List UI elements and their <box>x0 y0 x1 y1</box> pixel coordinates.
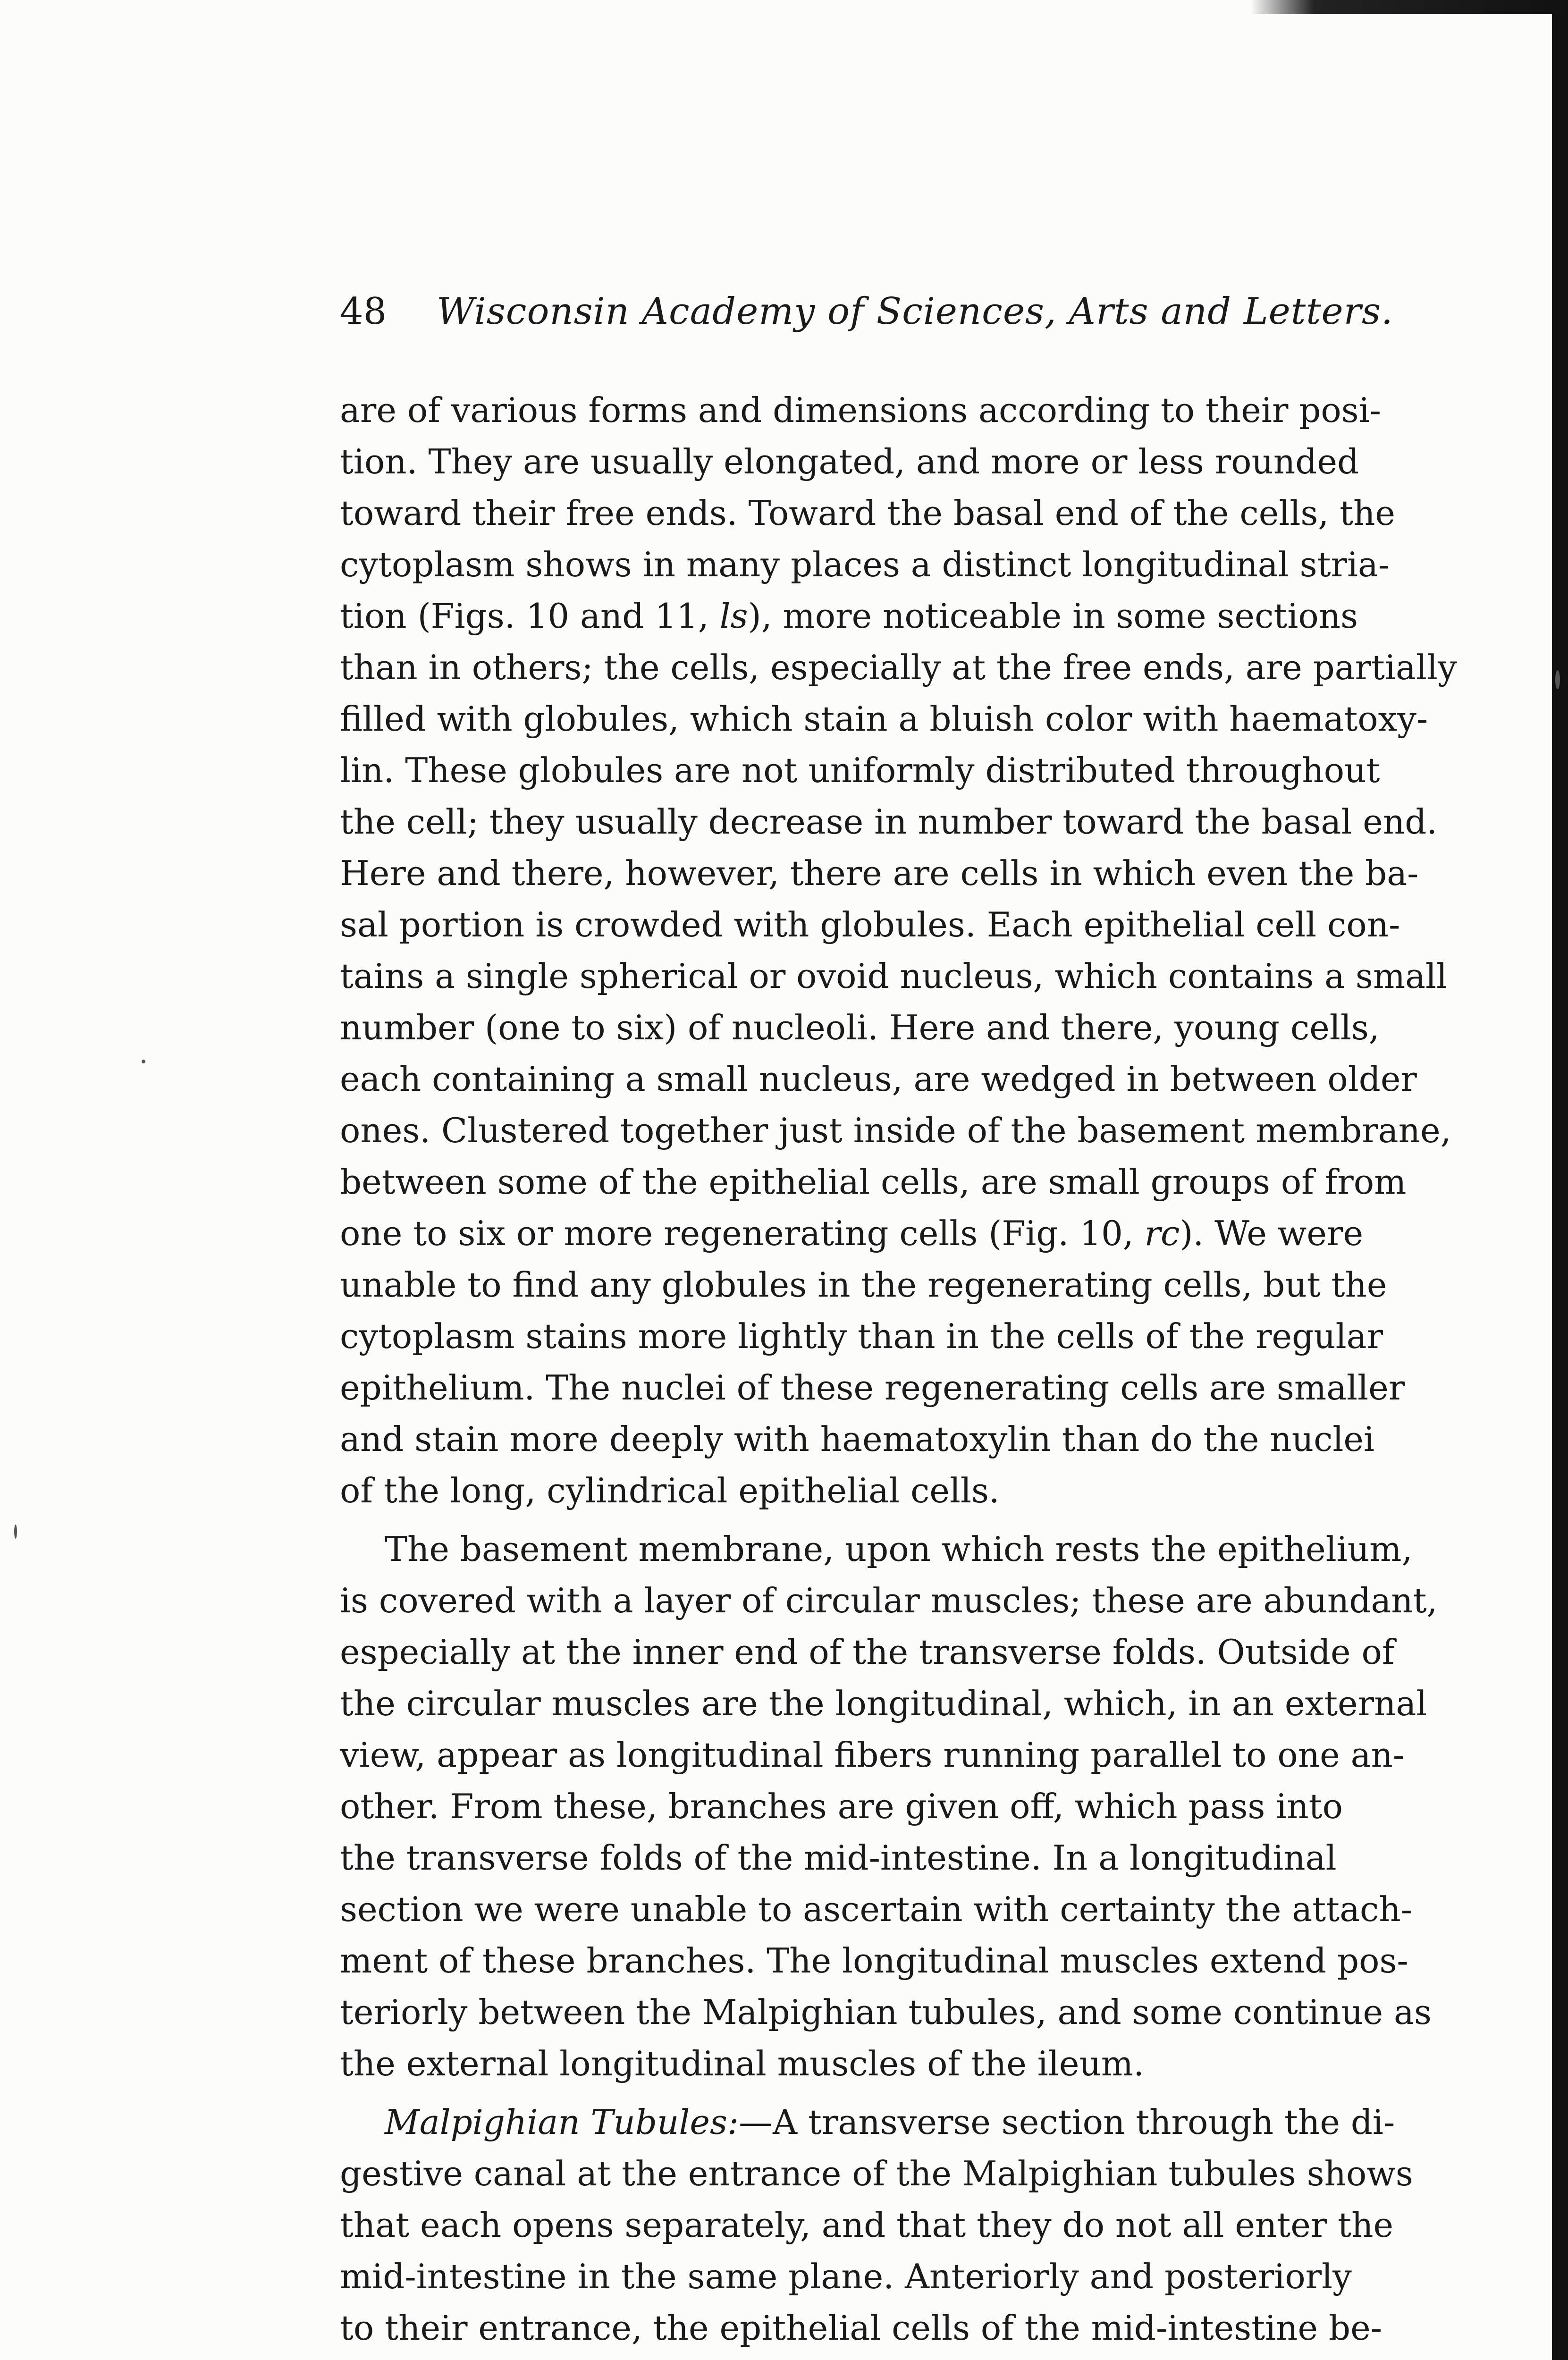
text-line: and stain more deeply with haematoxylin than do the nuclei <box>340 1419 1375 1459</box>
scan-speck <box>14 1525 17 1539</box>
text-line: mid-intestine in the same plane. Anteriorly and posteriorly <box>340 2257 1352 2296</box>
text-line: filled with globules, which stain a bluish color with haematoxy- <box>340 699 1428 739</box>
text-line: tains a single spherical or ovoid nucleus, which contains a small <box>340 956 1448 996</box>
text-line: tion. They are usually elongated, and more or less rounded <box>340 442 1359 481</box>
text-line: toward their free ends. Toward the basal end of the cells, the <box>340 493 1396 533</box>
text-line: is covered with a layer of circular muscles; these are abundant, <box>340 1581 1438 1620</box>
text-line: unable to find any globules in the regenerating cells, but the <box>340 1265 1387 1305</box>
text-line-continuation: —A transverse section through the di- <box>739 2102 1395 2142</box>
text-line: are of various forms and dimensions according to their posi- <box>340 390 1381 430</box>
text-line: each containing a small nucleus, are wedged in between older <box>340 1059 1417 1099</box>
text-line: the cell; they usually decrease in number toward the basal end. <box>340 802 1438 842</box>
text-line: ones. Clustered together just inside of the basement membrane, <box>340 1111 1451 1150</box>
text-line: the circular muscles are the longitudinal, which, in an external <box>340 1684 1427 1723</box>
text-line: cytoplasm stains more lightly than in the cells of the regular <box>340 1316 1383 1356</box>
text-line: section we were unable to ascertain with certainty the attach- <box>340 1889 1413 1929</box>
text-line: epithelium. The nuclei of these regenerating cells are smaller <box>340 1368 1405 1408</box>
text-line: to their entrance, the epithelial cells of the mid-intestine be- <box>340 2308 1383 2348</box>
scan-edge-top <box>1251 0 1568 14</box>
text-line: sal portion is crowded with globules. Each epithelial cell con- <box>340 905 1400 944</box>
section-heading: Malpighian Tubules: <box>385 2102 739 2142</box>
running-head: Wisconsin Academy of Sciences, Arts and Letters. <box>437 290 1393 333</box>
text-line: teriorly between the Malpighian tubules, and some continue as <box>340 1992 1432 2032</box>
text-line: than in others; the cells, especially at the free ends, are partially <box>340 648 1457 687</box>
text-line: The basement membrane, upon which rests the epithelium, <box>385 1529 1413 1569</box>
text-line: especially at the inner end of the transverse folds. Outside of <box>340 1632 1395 1672</box>
text-line: cytoplasm shows in many places a distinct longitudinal stria- <box>340 545 1390 584</box>
text-line: other. From these, branches are given off, which pass into <box>340 1787 1343 1826</box>
text-line: ment of these branches. The longitudinal muscles extend pos- <box>340 1941 1408 1981</box>
text-line: of the long, cylindrical epithelial cells. <box>340 1471 1000 1510</box>
text-line: number (one to six) of nucleoli. Here and there, young cells, <box>340 1008 1380 1047</box>
text-line: one to six or more regenerating cells (Fig. 10, rc). We were <box>340 1214 1364 1253</box>
page-number: 48 <box>340 290 387 333</box>
scan-speck <box>142 1060 145 1063</box>
scan-edge-right <box>1552 0 1568 2360</box>
text-line: view, appear as longitudinal fibers running parallel to one an- <box>340 1735 1405 1775</box>
scan-speck <box>1555 670 1560 689</box>
text-line: between some of the epithelial cells, are small groups of from <box>340 1162 1407 1202</box>
text-line: the external longitudinal muscles of the ileum. <box>340 2044 1144 2083</box>
text-line: that each opens separately, and that they do not all enter the <box>340 2205 1394 2245</box>
text-line: Here and there, however, there are cells in which even the ba- <box>340 853 1419 893</box>
page-header <box>340 281 1397 347</box>
text-line: gestive canal at the entrance of the Malpighian tubules shows <box>340 2154 1413 2193</box>
text-line <box>385 2097 1395 2148</box>
text-line: tion (Figs. 10 and 11, ls), more noticeable in some sections <box>340 596 1358 636</box>
text-line: the transverse folds of the mid-intestine. In a longitudinal <box>340 1838 1337 1878</box>
text-line: lin. These globules are not uniformly distributed throughout <box>340 750 1380 790</box>
